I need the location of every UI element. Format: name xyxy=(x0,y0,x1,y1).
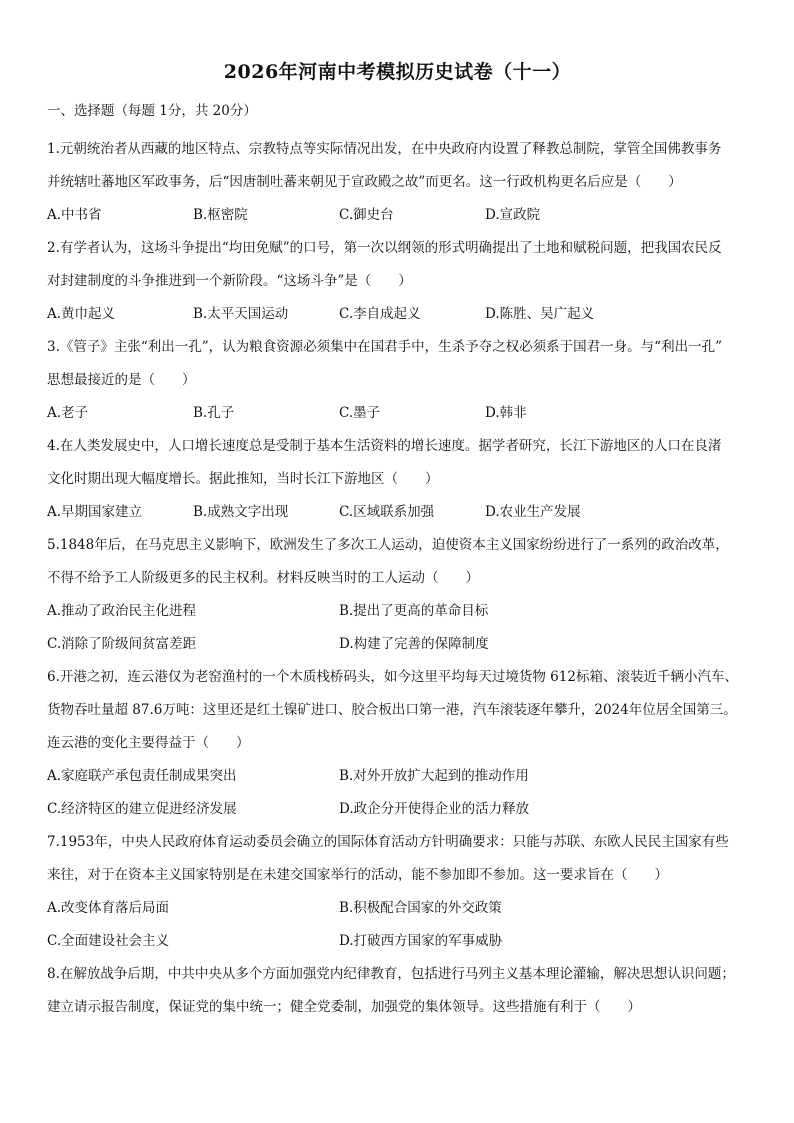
question-6 xyxy=(47,661,748,826)
answer-option[interactable]: D.政企分开使得企业的活力释放 xyxy=(339,801,530,817)
answer-option[interactable]: A.推动了政治民主化进程 xyxy=(47,603,197,619)
question-text-line: 7.1953年，中央人民政府体育运动委员会确立的国际体育活动方针明确要求：只能与苏联、东欧人民民主国家有些 xyxy=(47,834,729,850)
answer-option[interactable]: D.陈胜、吴广起义 xyxy=(485,306,595,322)
answer-option[interactable]: C.全面建设社会主义 xyxy=(47,933,170,949)
question-text-line: 3.《管子》主张“利出一孔”，认为粮食资源必须集中在国君手中，生杀予夺之权必须系于国君一身。与“利出一孔” xyxy=(47,339,722,355)
answer-option[interactable]: C.消除了阶级间贫富差距 xyxy=(47,636,197,652)
option-list xyxy=(47,595,748,661)
question-text-line: 货物吞吐量超 87.6万吨：这里还是红土镍矿进口、胶合板出口第一港，汽车滚装逐年攀升，2024年位居全国第三。 xyxy=(47,702,737,718)
answer-option[interactable]: A.中书省 xyxy=(47,207,102,223)
option-list xyxy=(47,496,748,529)
option-list xyxy=(47,397,748,430)
option-row xyxy=(47,628,748,661)
option-list xyxy=(47,199,748,232)
answer-option[interactable]: B.枢密院 xyxy=(193,207,248,223)
question-text-line: 5.1848年后，在马克思主义影响下，欧洲发生了多次工人运动，迫使资本主义国家纷纷进行了一系列的政治改革， xyxy=(47,537,729,553)
option-row xyxy=(47,760,748,793)
answer-option[interactable]: C.墨子 xyxy=(339,405,381,421)
option-row xyxy=(47,892,748,925)
answer-option[interactable]: A.老子 xyxy=(47,405,89,421)
option-row xyxy=(47,595,748,628)
answer-option[interactable]: D.宣政院 xyxy=(485,207,541,223)
answer-option[interactable]: D.农业生产发展 xyxy=(485,504,581,520)
question-text-line: 思想最接近的是（ ） xyxy=(47,372,196,388)
option-row xyxy=(47,496,748,529)
answer-option[interactable]: D.构建了完善的保障制度 xyxy=(339,636,489,652)
answer-option[interactable]: C.御史台 xyxy=(339,207,394,223)
question-text-line: 4.在人类发展史中，人口增长速度总是受制于基本生活资料的增长速度。据学者研究，长江下游地区的人口在良渚 xyxy=(47,438,722,454)
question-8 xyxy=(47,958,748,1024)
answer-option[interactable]: B.成熟文字出现 xyxy=(193,504,289,520)
question-text-line: 对封建制度的斗争推进到一个新阶段。“这场斗争”是（ ） xyxy=(47,273,412,289)
question-text-line: 1.元朝统治者从西藏的地区特点、宗教特点等实际情况出发，在中央政府内设置了释教总制院，掌管全国佛教事务 xyxy=(47,141,722,157)
question-1 xyxy=(47,133,748,232)
answer-option[interactable]: C.李自成起义 xyxy=(339,306,421,322)
question-text-line: 并统辖吐蕃地区军政事务，后“因唐制吐蕃来朝见于宣政殿之故”而更名。这一行政机构更名后应是（ ） xyxy=(47,174,682,190)
question-text-line: 不得不给予工人阶级更多的民主权利。材料反映当时的工人运动（ ） xyxy=(47,570,479,586)
option-list xyxy=(47,892,748,958)
option-row xyxy=(47,199,748,232)
answer-option[interactable]: C.区域联系加强 xyxy=(339,504,435,520)
answer-option[interactable]: B.提出了更高的革命目标 xyxy=(339,603,489,619)
question-text-line: 连云港的变化主要得益于（ ） xyxy=(47,735,250,751)
question-text-line: 建立请示报告制度，保证党的集中统一；健全党委制，加强党的集体领导。这些措施有利于（ ） xyxy=(47,999,641,1015)
answer-option[interactable]: B.对外开放扩大起到的推动作用 xyxy=(339,768,529,784)
question-4 xyxy=(47,430,748,529)
option-list xyxy=(47,760,748,826)
page-title: 2026年河南中考模拟历史试卷（十一） xyxy=(223,61,572,83)
answer-option[interactable]: A.早期国家建立 xyxy=(47,504,143,520)
option-row xyxy=(47,298,748,331)
option-row xyxy=(47,397,748,430)
question-list xyxy=(47,133,748,1024)
question-text-line: 来往，对于在资本主义国家特别是在未建交国家举行的活动，能不参加即不参加。这一要求旨在（ ） xyxy=(47,867,668,883)
question-text-line: 8.在解放战争后期，中共中央从多个方面加强党内纪律教育，包括进行马列主义基本理论灌输，解决思想认识问题； xyxy=(47,966,735,982)
answer-option[interactable]: B.积极配合国家的外交政策 xyxy=(339,900,502,916)
answer-option[interactable]: A.黄巾起义 xyxy=(47,306,116,322)
answer-option[interactable]: A.改变体育落后局面 xyxy=(47,900,170,916)
answer-option[interactable]: B.太平天国运动 xyxy=(193,306,289,322)
question-text-line: 6.开港之初，连云港仅为老窑渔村的一个木质栈桥码头，如今这里平均每天过境货物 612标箱、滚装近千辆小汽车、 xyxy=(47,669,738,685)
option-row xyxy=(47,925,748,958)
answer-option[interactable]: C.经济特区的建立促进经济发展 xyxy=(47,801,237,817)
section-heading: 一、选择题（每题 1分，共 20分） xyxy=(47,103,257,119)
answer-option[interactable]: D.打破西方国家的军事威胁 xyxy=(339,933,503,949)
answer-option[interactable]: D.韩非 xyxy=(485,405,527,421)
question-5 xyxy=(47,529,748,661)
question-text-line: 文化时期出现大幅度增长。据此推知，当时长江下游地区（ ） xyxy=(47,471,439,487)
answer-option[interactable]: A.家庭联产承包责任制成果突出 xyxy=(47,768,237,784)
question-2 xyxy=(47,232,748,331)
option-list xyxy=(47,298,748,331)
question-3 xyxy=(47,331,748,430)
option-row xyxy=(47,793,748,826)
question-7 xyxy=(47,826,748,958)
question-text-line: 2.有学者认为，这场斗争提出“均田免赋”的口号，第一次以纲领的形式明确提出了土地和赋税问题，把我国农民反 xyxy=(47,240,722,256)
answer-option[interactable]: B.孔子 xyxy=(193,405,235,421)
